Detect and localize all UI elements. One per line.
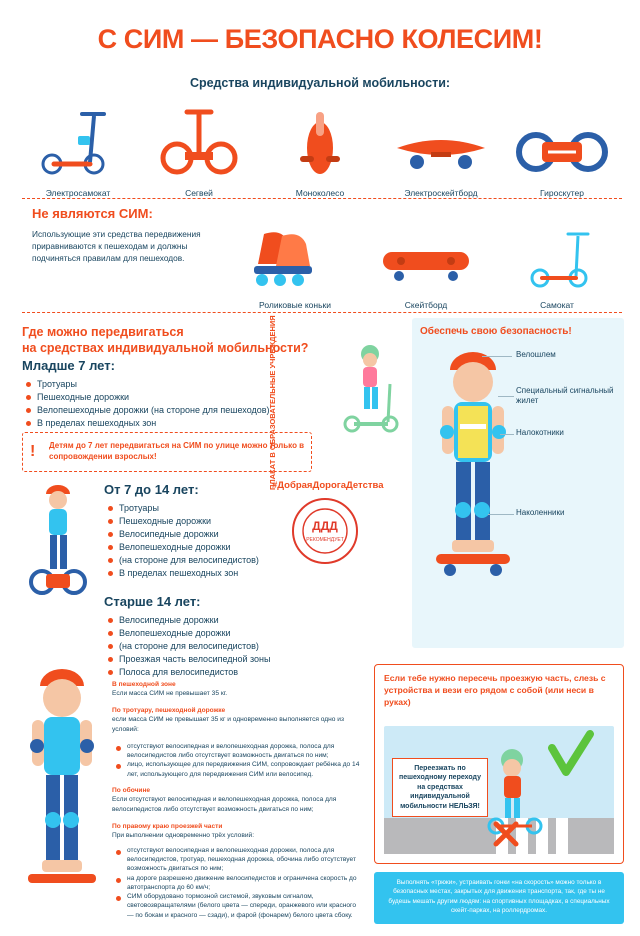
vertical-plaque-text: ПЛАКАТ В ОБРАЗОВАТЕЛЬНЫЕ УЧРЕЖДЕНИЯ (268, 315, 277, 490)
sim-device-label: Гироскутер (540, 188, 584, 198)
rules-section-3 (112, 786, 362, 814)
page-title: С СИМ — БЕЗОПАСНО КОЛЕСИМ! (97, 24, 543, 54)
list-item: Пешеходные дорожки (26, 391, 326, 404)
divider-middle (22, 312, 622, 313)
age-group-over-14-heading: Старше 14 лет: (104, 594, 201, 609)
list-item: Тротуары (108, 502, 358, 515)
exclamation-icon: ! (30, 443, 36, 460)
list-item: В пределах пешеходных зон (26, 417, 326, 430)
rules-body-1: Если масса СИМ не превышает 35 кг. (112, 690, 228, 698)
leader-vest (498, 396, 514, 397)
hoverboard-icon (502, 96, 622, 176)
rules-head-4: По правому краю проезжей части (112, 823, 223, 830)
not-sim-device-row (230, 218, 622, 310)
leader-knee-pads (488, 514, 514, 515)
hashtag-label: #ДобраяДорогаДетства (272, 480, 384, 491)
crossing-heading: Если тебе нужно пересечь проезжую часть, слезь с устройства и вези его рядом с собой (или неси в руках) (384, 673, 606, 708)
not-sim-device-roller-skates (230, 218, 360, 310)
rules-body-2: если масса СИМ не превышает 35 кг и одновременно выполняется одно из условий: (112, 716, 344, 733)
electric-scooter-icon (18, 96, 138, 176)
rules-head-2: По тротуару, пешеходной дорожке (112, 707, 226, 714)
segway-icon (139, 96, 259, 176)
age-group-7-14-heading: От 7 до 14 лет: (104, 482, 199, 497)
sim-device-segway (139, 96, 259, 196)
leader-elbow-pads (500, 434, 514, 435)
sim-device-electric-skateboard (381, 96, 501, 196)
skateboard-icon (361, 218, 491, 294)
list-item: СИМ оборудовано тормозной системой, звуковым сигналом, световозвращателями (белого цвета — спереди, оранжевого или красного — по бокам и красного — сзади), и фарой (фонарем) белого цвета сбоку. (116, 892, 362, 920)
leader-helmet (482, 356, 512, 357)
rules-section-4 (112, 822, 362, 841)
footer-note: Выполнять «трюки», устраивать гонки «на скорость» можно только в безопасных местах, закрытых для движения транспорта, так, где ты не будешь мешать другим людям: на спортивных площадках, в специальных скейт-парках, на роллердромах. (374, 872, 624, 924)
rules-section-2 (112, 706, 362, 734)
crossing-note: Переезжать по пешеходному переходу на средствах индивидуальной мобильности НЕЛЬЗЯ! (392, 758, 488, 817)
list-item: Полоса для велосипедистов (108, 666, 358, 679)
where-heading-line1: Где можно передвигаться (22, 325, 184, 339)
safety-label-vest: Специальный сигнальный жилет (516, 386, 614, 406)
not-sim-device-label: Самокат (540, 300, 574, 310)
svg-text:РЕКОМЕНДУЕТ: РЕКОМЕНДУЕТ (306, 537, 344, 543)
list-item: Велопешеходные дорожки (108, 627, 358, 640)
roller-skates-icon (230, 218, 360, 294)
monowheel-icon (260, 96, 380, 176)
electric-skateboard-icon (381, 96, 501, 176)
list-item: Пешеходные дорожки (108, 515, 358, 528)
not-sim-device-skateboard (361, 218, 491, 310)
sim-device-electric-scooter (18, 96, 138, 196)
kick-scooter-icon (492, 218, 622, 294)
rules-section-1 (112, 680, 362, 699)
age-group-under-7-heading: Младше 7 лет: (22, 358, 115, 373)
sim-device-label: Электроскейтборд (404, 188, 478, 198)
list-item: Проезжая часть велосипедной зоны (108, 653, 358, 666)
not-sim-device-kick-scooter (492, 218, 622, 310)
rules-head-1: В пешеходной зоне (112, 681, 176, 688)
rules-head-3: По обочине (112, 787, 151, 794)
sim-device-label: Электросамокат (45, 188, 111, 198)
list-item: Велосипедные дорожки (108, 528, 358, 541)
rules-list-2 (116, 742, 362, 779)
teen-on-hoverboard-illustration (22, 478, 92, 608)
sim-device-label: Моноколесо (295, 188, 345, 198)
safety-heading: Обеспечь свою безопасность! (420, 326, 572, 337)
sim-section-subtitle: Средства индивидуальной мобильности: (189, 76, 451, 90)
list-item: лицо, использующее для передвижения СИМ, сопровождает ребёнка до 14 лет, использующего для передвижения СИМ или велосипед. (116, 760, 362, 778)
not-sim-device-label: Скейтборд (404, 300, 448, 310)
list-item: на дороге разрешено движение велосипедистов и ограничена скорость до автотранспорта до 60 км/ч; (116, 874, 362, 892)
sim-device-monowheel (260, 96, 380, 196)
divider-top (22, 198, 622, 199)
sim-device-row (18, 96, 622, 196)
warning-text: Детям до 7 лет передвигаться на СИМ по улице можно только в сопровождении взрослых! (49, 441, 305, 461)
recommendation-stamp-icon (290, 496, 360, 566)
not-sim-heading: Не являются СИМ: (32, 206, 153, 221)
sim-device-hoverboard (502, 96, 622, 196)
list-item: В пределах пешеходных зон (108, 567, 358, 580)
age-group-under-7-list (26, 378, 326, 430)
where-heading-line2: на средствах индивидуальной мобильности? (22, 341, 309, 356)
list-item-note: (на стороне для велосипедистов) (108, 554, 358, 567)
list-item: Велопешеходные дорожки (на стороне для пешеходов) (26, 404, 326, 417)
list-item: Велосипедные дорожки (108, 614, 358, 627)
safety-label-knee-pads: Наколенники (516, 508, 565, 517)
full-gear-figure-illustration (14, 660, 110, 928)
age-group-over-14-list (108, 614, 358, 679)
list-item: отсутствуют велосипедная и велопешеходная дорожка, полоса для велосипедистов либо отсутствует возможность двигаться по ним; (116, 742, 362, 760)
safety-gear-figure-illustration (418, 340, 528, 640)
safety-label-helmet: Велошлем (516, 350, 556, 359)
not-sim-device-label: Роликовые коньки (259, 300, 331, 310)
rules-body-3: Если отсутствуют велосипедная и велопешеходная дорожка, полоса для велосипедистов либо отсутствует возможность двигаться по ним; (112, 796, 337, 813)
rules-list-4 (116, 846, 362, 920)
list-item-note: (на стороне для велосипедистов) (108, 640, 358, 653)
cross-mark-icon (492, 820, 520, 848)
not-sim-text: Использующие эти средства передвижения приравниваются к пешеходам и должны подчиняться правилам для пешеходов. (32, 229, 201, 264)
list-item: отсутствуют велосипедная и велопешеходная дорожки, полоса для велосипедистов, тротуар, пешеходная дорожка, обочина либо отсутствует возможность двигаться по ним; (116, 846, 362, 874)
list-item: Тротуары (26, 378, 326, 391)
safety-label-elbow-pads: Налокотники (516, 428, 564, 437)
svg-text:ДДД: ДДД (312, 519, 338, 533)
child-on-scooter-illustration (330, 340, 410, 440)
sim-device-label: Сегвей (185, 188, 213, 198)
list-item: Велопешеходные дорожки (108, 541, 358, 554)
rules-body-4: При выполнении одновременно трёх условий: (112, 832, 255, 840)
